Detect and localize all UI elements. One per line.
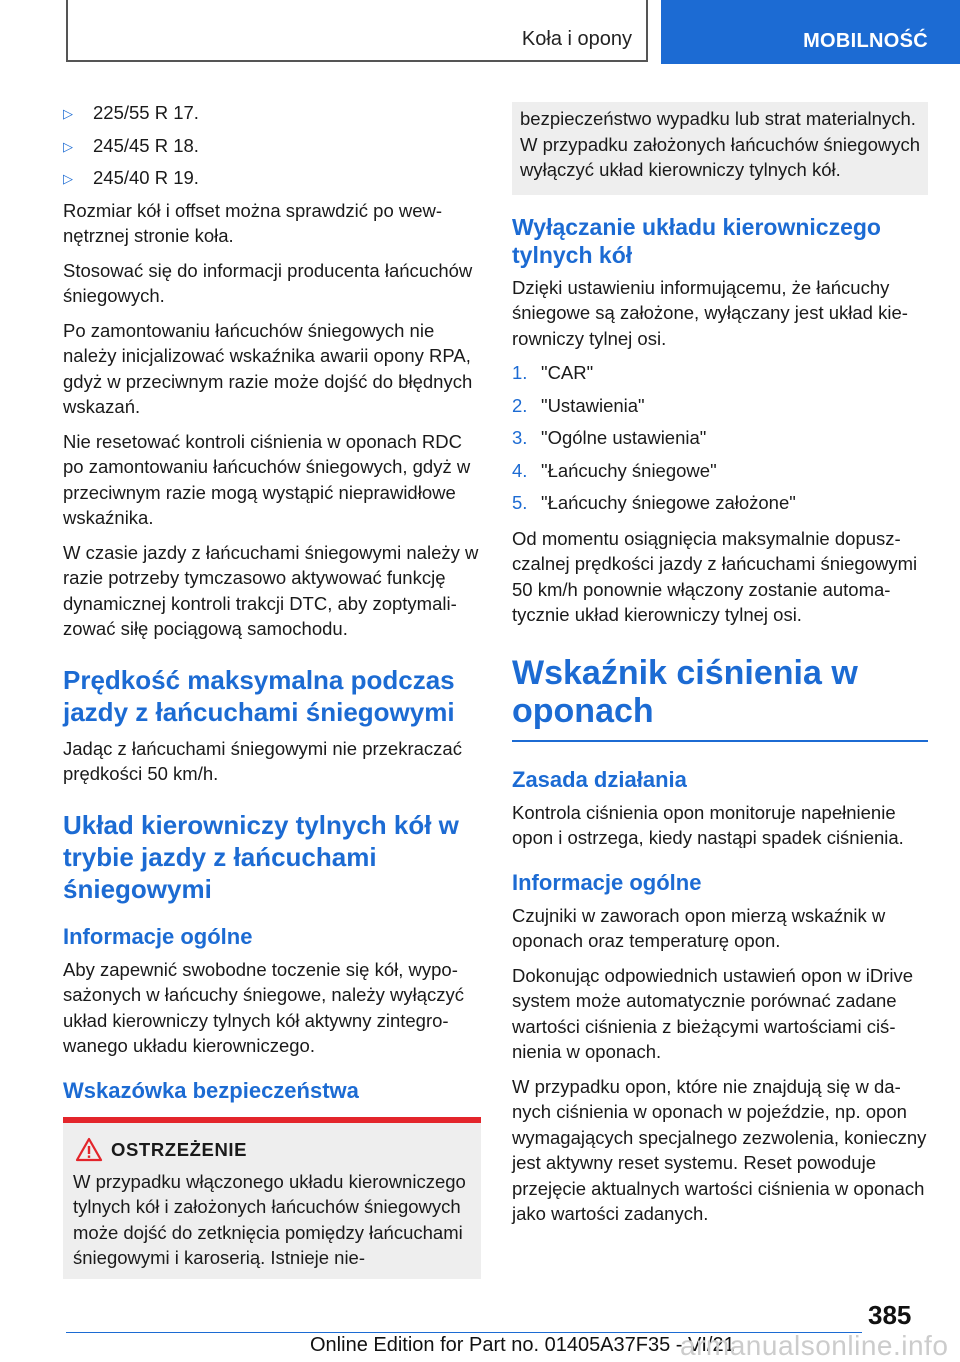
paragraph: Dokonując odpowiednich ustawień opon w iDrive system może automatycznie porównać zadane wartości ciśnienia z bieżącymi wartościami ciśnienia w oponach. (512, 964, 914, 1062)
paragraph: Rozmiar kół i offset można sprawdzić po wewnętrznej stronie koła. (63, 199, 443, 246)
right-column (512, 102, 928, 1236)
list-item: ▷ 245/40 R 19. (63, 165, 481, 191)
chapter-tab-label: MOBILNOŚĆ (803, 30, 928, 52)
page-header (0, 0, 960, 66)
paragraph: W czasie jazdy z łańcuchami śniegowymi należy w razie potrzeby tymczasowo aktywować funkcję dynamicznej kontroli trakcji DTC, aby zoptymalizować siłę pociągową samochodu. (63, 541, 479, 639)
steps-list (512, 360, 928, 516)
triangle-bullet-icon: ▷ (63, 171, 73, 186)
section-title: Koła i opony (521, 28, 632, 50)
left-column (63, 100, 481, 1279)
warning-triangle-icon (75, 1137, 103, 1162)
tire-size-list (63, 100, 481, 191)
footer-edition: Online Edition for Part no. 01405A37F35 - VI/21 (310, 1334, 735, 1356)
list-item: ▷ 225/55 R 17. (63, 100, 481, 126)
paragraph: Jadąc z łańcuchami śniegowymi nie przekraczać prędkości 50 km/h. (63, 737, 462, 784)
heading-general-info: Informacje ogólne (63, 923, 253, 949)
triangle-bullet-icon: ▷ (63, 106, 73, 121)
step-item: 4. "Łańcuchy śniegowe" (512, 459, 717, 481)
paragraph: W przypadku opon, które nie znajdują się w danych ciśnienia w oponach w pojeździe, np. opon wymagających specjalnego zezwolenia, konieczny jest aktywny reset systemu. Reset powoduje przejęcie aktualnych wartości ciśnienia w oponach jako wartości zadanych. (512, 1075, 927, 1224)
step-item: 3. "Ogólne ustawienia" (512, 427, 707, 448)
warning-text: W przypadku włączonego układu kierowniczego tylnych kół i założonych łańcuchów śniegowych może dojść do zetknięcia pomiędzy łańcuchami śniegowymi i karoserią. Istnieje nie- (73, 1170, 466, 1268)
watermark: armanualsonline.info (680, 1330, 949, 1361)
heading-safety-note: Wskazówka bezpieczeństwa (63, 1077, 359, 1103)
chapter-tab[interactable] (661, 0, 960, 64)
list-item: ▷ 245/45 R 18. (63, 133, 481, 159)
paragraph: Kontrola ciśnienia opon monitoruje napełnienie opon i ostrzega, kiedy nastąpi spadek ciśnienia. (512, 801, 904, 848)
paragraph: Od momentu osiągnięcia maksymalnie dopuszczalnej prędkości jazdy z łańcuchami śniegowymi 50 km/h ponownie włączony zostanie automatycznie układ kierowniczy tylnej osi. (512, 527, 918, 625)
heading-general-info-2: Informacje ogólne (512, 869, 702, 895)
heading-principle: Zasada działania (512, 766, 687, 792)
paragraph: Czujniki w zaworach opon mierzą wskaźnik w oponach oraz temperaturę opon. (512, 904, 886, 951)
step-item: 1. "CAR" (512, 362, 594, 383)
header-title-box (66, 0, 648, 62)
warning-box (63, 1117, 481, 1279)
page-number: 385 (868, 1300, 912, 1330)
step-item: 5. "Łańcuchy śniegowe założone" (512, 492, 796, 513)
heading-max-speed: Prędkość maksymalna podczas jazdy z łańcuchami śniegowymi (63, 664, 455, 727)
paragraph: Dzięki ustawieniu informującemu, że łańcuchy śniegowe są założone, wyłączany jest układ kierowniczy tylnej osi. (512, 276, 908, 349)
warning-title: OSTRZEŻENIE (111, 1138, 248, 1160)
warning-header (73, 1139, 471, 1163)
heading-tire-pressure-monitor: Wskaźnik ciśnienia w oponach (512, 654, 928, 742)
paragraph: Po zamontowaniu łańcuchów śniegowych nie należy inicjalizować wskaźnika awarii opony RPA, gdyż w przeciwnym razie może dojść do błędnych wskazań. (63, 319, 473, 417)
paragraph: Nie resetować kontroli ciśnienia w oponach RDC po zamontowaniu łańcuchów śniegowych, gdyż w przeciwnym razie mogą wystąpić nieprawidłowe wskaźnika. (63, 430, 471, 528)
step-item: 2. "Ustawienia" (512, 394, 645, 416)
paragraph: Stosować się do informacji producenta łańcuchów śniegowych. (63, 259, 473, 306)
warning-box-continued: bezpieczeństwo wypadku lub strat materialnych. W przypadku założonych łańcuchów śniegowych wyłączyć układ kierowniczy tylnych kół. (512, 102, 928, 195)
triangle-bullet-icon: ▷ (63, 138, 73, 154)
heading-disable-rear-steering: Wyłączanie układu kierowniczego tylnych kół (512, 213, 881, 268)
paragraph: Aby zapewnić swobodne toczenie się kół, wyposażonych w łańcuchy śniegowe, należy wyłączyć układ kierowniczy tylnych kół aktywny zintegrowanego układu kierowniczego. (63, 958, 465, 1056)
heading-rear-steering: Układ kierowniczy tylnych kół w trybie jazdy z łańcuchami śniegowymi (63, 809, 459, 904)
